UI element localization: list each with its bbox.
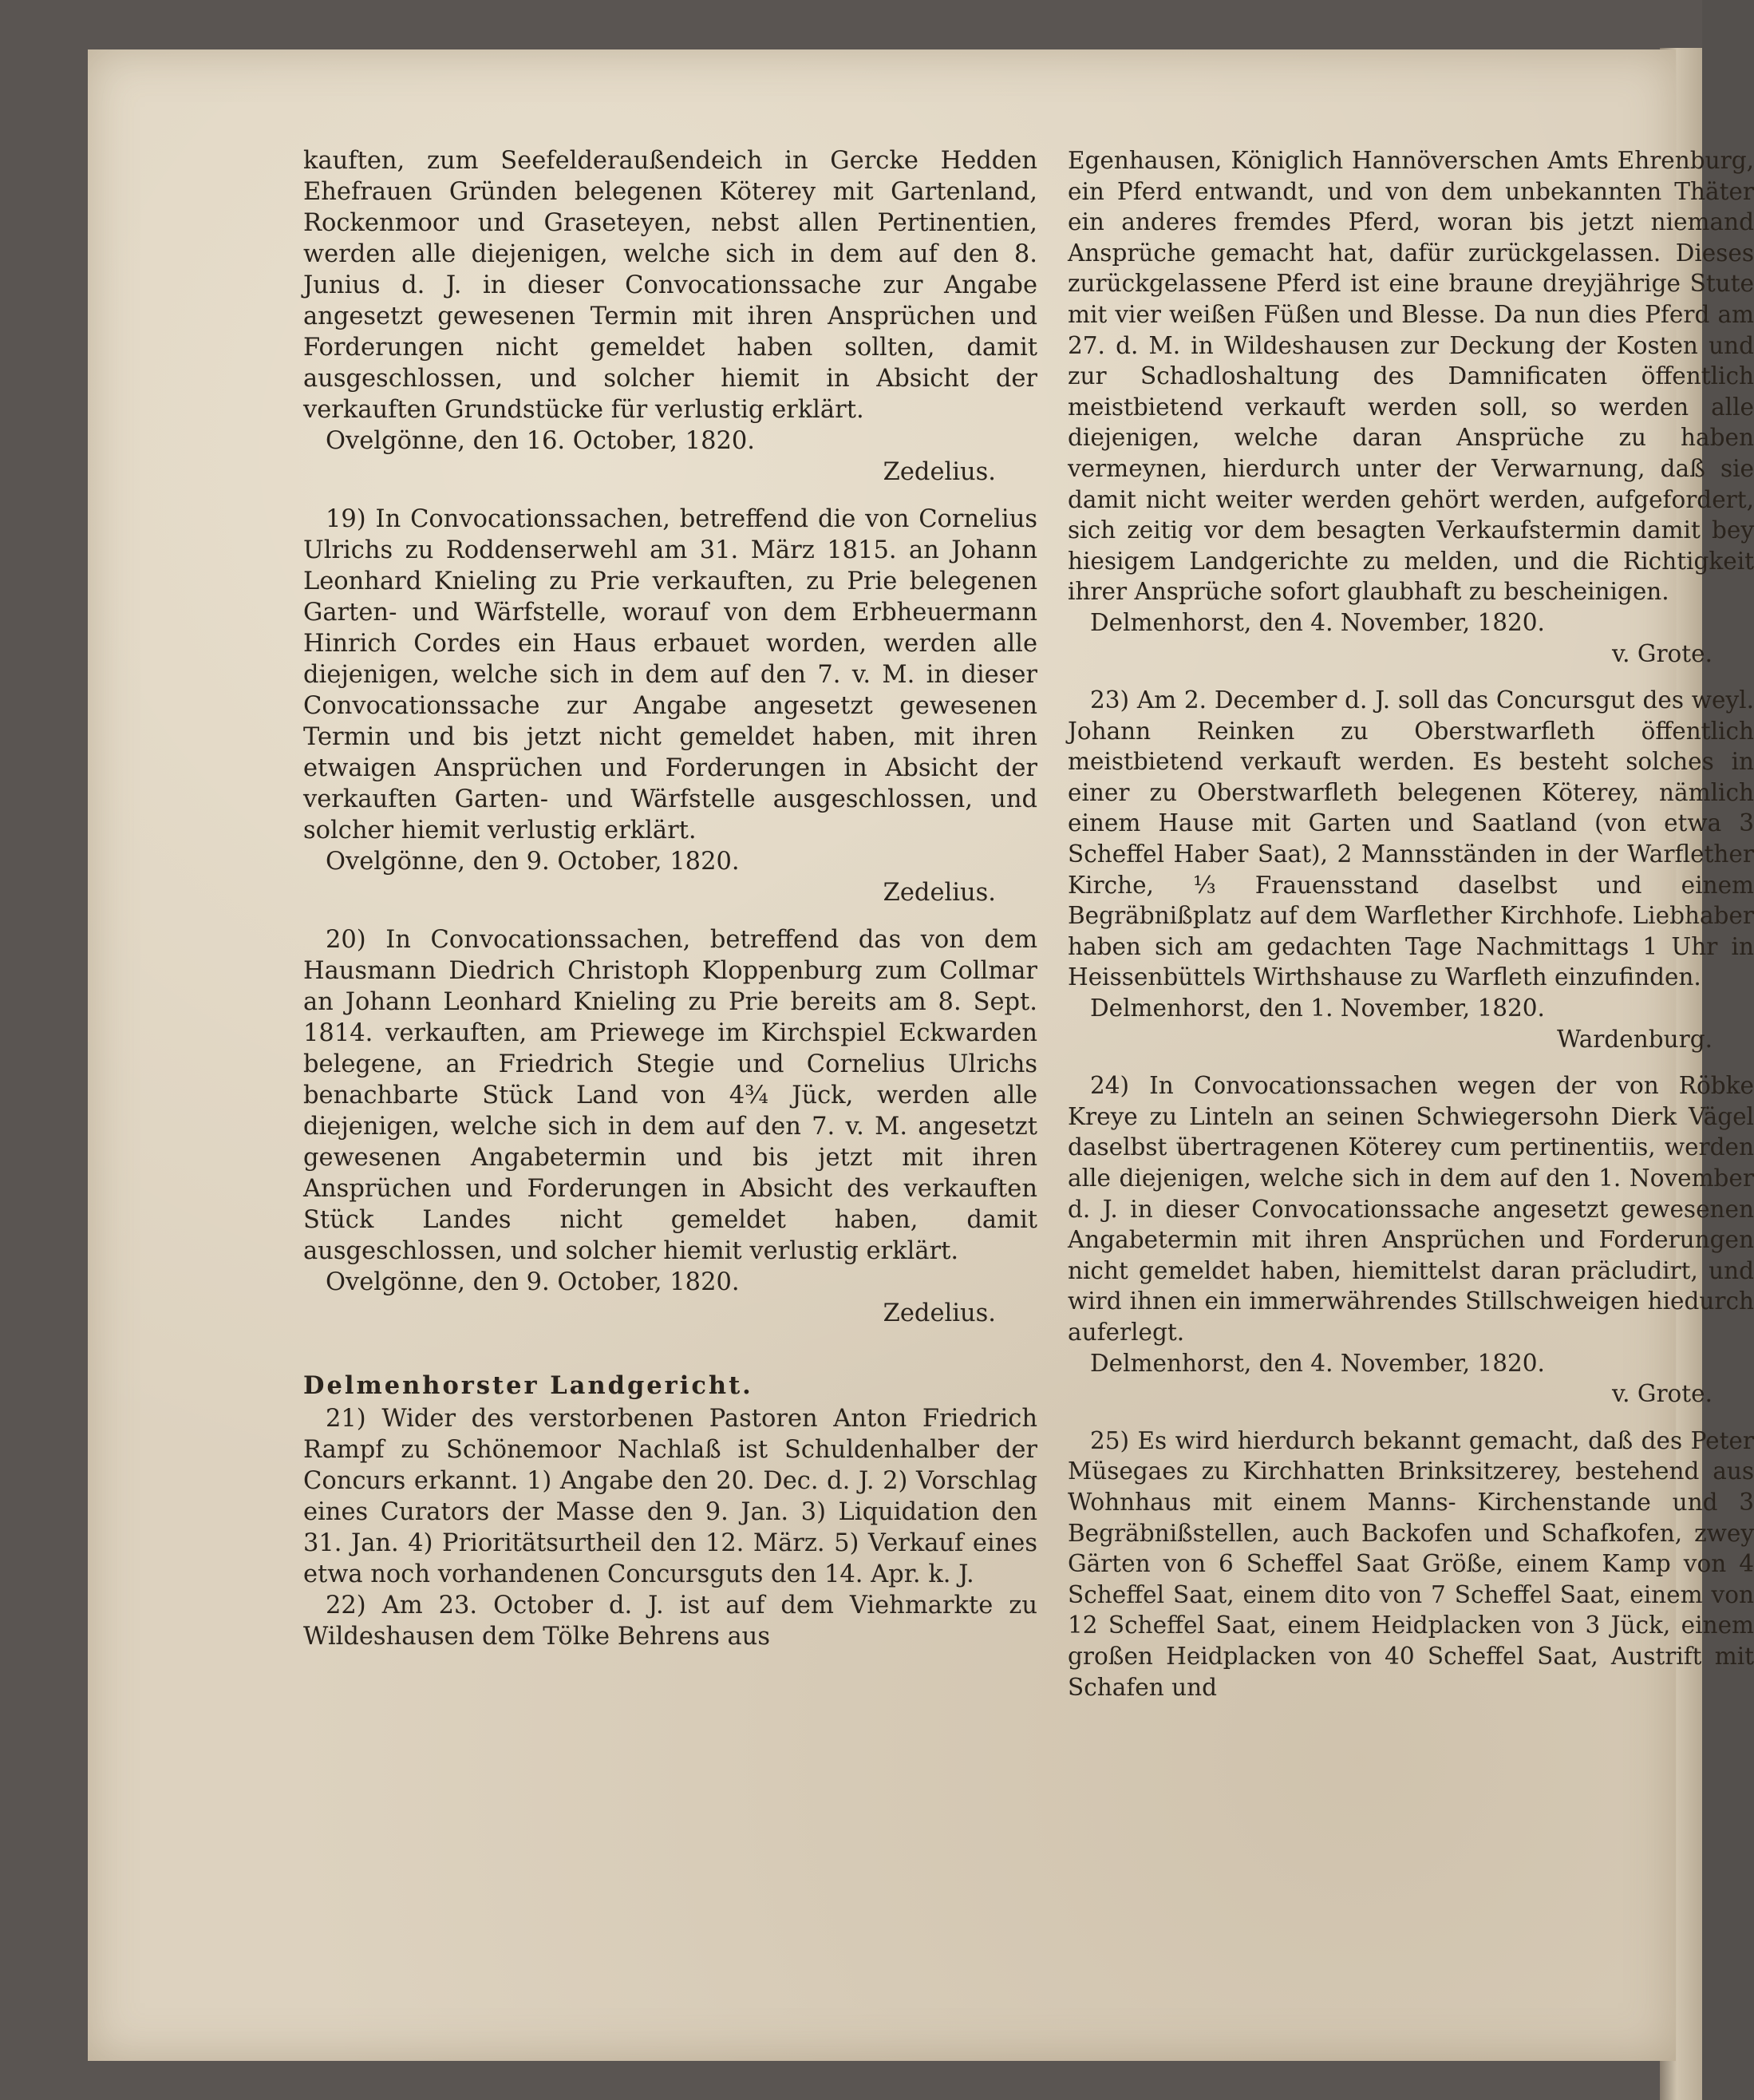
right-column <box>1068 145 1754 1703</box>
signature: Zedelius. <box>883 879 996 907</box>
signature: v. Grote. <box>1611 1380 1713 1408</box>
signature: Zedelius. <box>883 458 996 486</box>
notice-23: 23) Am 2. December d. J. soll das Concursgut des weyl. Johann Reinken zu Oberstwarfleth öffentlich meistbietend verkauft werden. Es besteht solches in einer zu Oberstwarfleth belegenen Köterey, nämlich einem Hause mit Garten und Saatland (von etwa 3 Scheffel Haber Saat), 2 Mannsständen in der Warflether Kirche, ⅓ Frauensstand daselbst und einem Begräbnißplatz auf dem Warflether Kirchhofe. Liebhaber haben sich am gedachten Tage Nachmittags 1 Uhr in Heissenbüttels Wirthshause zu Warfleth einzufinden. <box>1068 686 1754 991</box>
signature: Zedelius. <box>883 1299 996 1327</box>
section-heading: Delmenhorster Landgericht. <box>303 1371 753 1400</box>
newspaper-page <box>88 49 1754 2061</box>
dateline: Ovelgönne, den 9. October, 1820. <box>326 1268 740 1296</box>
left-column <box>303 145 1037 1652</box>
notice-24: 24) In Convocationssachen wegen der von Röbke Kreye zu Linteln an seinen Schwiegersohn Dierk Vägel daselbst übertragenen Köterey cum pertinentiis, werden alle diejenigen, welche sich in dem auf den 1. November d. J. in dieser Convocationssache angesetzt gewesenen Angabetermin mit ihren Ansprüchen und Forderungen nicht gemeldet haben, hiemittelst daran präcludirt, und wird ihnen ein immerwährendes Stillschweigen hiedurch auferlegt. <box>1068 1072 1754 1346</box>
dateline: Delmenhorst, den 4. November, 1820. <box>1090 1349 1545 1377</box>
dateline: Ovelgönne, den 9. October, 1820. <box>326 848 740 876</box>
notice-19: 19) In Convocationssachen, betreffend die von Cornelius Ulrichs zu Roddenserwehl am 31. März 1815. an Johann Leonhard Knieling zu Prie verkauften, zu Prie belegenen Garten- und Wärfstelle, worauf von dem Erbheuermann Hinrich Cordes ein Haus erbauet worden, werden alle diejenigen, welche sich in dem auf den 7. v. M. in dieser Convocationssache zur Angabe angesetzt gewesenen Termin und bis jetzt nicht gemeldet haben, mit ihren etwaigen Ansprüchen und Forderungen in Absicht der verkauften Garten- und Wärfstelle ausgeschlossen, und solcher hiemit verlustig erklärt. <box>303 505 1037 844</box>
dateline: Delmenhorst, den 4. November, 1820. <box>1090 608 1545 636</box>
notice-21: 21) Wider des verstorbenen Pastoren Anton Friedrich Rampf zu Schönemoor Nachlaß ist Schuldenhalber der Concurs erkannt. 1) Angabe den 20. Dec. d. J. 2) Vorschlag eines Curators der Masse den 9. Jan. 3) Liquidation den 31. Jan. 4) Prioritätsurtheil den 12. März. 5) Verkauf eines etwa noch vorhandenen Concursguts den 14. Apr. k. J. <box>303 1405 1037 1588</box>
continuation-text: kauften, zum Seefelderaußendeich in Gercke Hedden Ehefrauen Gründen belegenen Köterey mit Gartenland, Rockenmoor und Graseteyen, nebst allen Pertinentien, werden alle diejenigen, welche sich in dem auf den 8. Junius d. J. in dieser Convocationssache zur Angabe angesetzt gewesenen Termin mit ihren Ansprüchen und Forderungen nicht gemeldet haben sollten, damit ausgeschlossen, und solcher hiemit in Absicht der verkauften Grundstücke für verlustig erklärt. <box>303 147 1037 424</box>
dateline: Delmenhorst, den 1. November, 1820. <box>1090 995 1545 1022</box>
notice-25: 25) Es wird hierdurch bekannt gemacht, daß des Peter Müsegaes zu Kirchhatten Brinksitzerey, bestehend aus Wohnhaus mit einem Manns- Kirchenstande und 3 Begräbnißstellen, auch Backofen und Schafkofen, zwey Gärten von 6 Scheffel Saat Größe, einem Kamp von 4 Scheffel Saat, einem dito von 7 Scheffel Saat, einem von 12 Scheffel Saat, einem Heidplacken von 3 Jück, einem großen Heidplacken von 40 Scheffel Saat, Austrift mit Schafen und <box>1068 1426 1754 1701</box>
notice-20: 20) In Convocationssachen, betreffend das von dem Hausmann Diedrich Christoph Kloppenburg zum Collmar an Johann Leonhard Knieling zu Prie bereits am 8. Sept. 1814. verkauften, am Priewege im Kirchspiel Eckwarden belegene, an Friedrich Stegie und Cornelius Ulrichs benachbarte Stück Land von 4¾ Jück, werden alle diejenigen, welche sich in dem auf den 7. v. M. angesetzt gewesenen Angabetermin und bis jetzt mit ihren Ansprüchen und Forderungen in Absicht des verkauften Stück Landes nicht gemeldet haben, damit ausgeschlossen, und solcher hiemit verlustig erklärt. <box>303 926 1037 1265</box>
dateline: Ovelgönne, den 16. October, 1820. <box>326 427 755 455</box>
notice-22-start: 22) Am 23. October d. J. ist auf dem Viehmarkte zu Wildeshausen dem Tölke Behrens aus <box>303 1592 1037 1651</box>
notice-22-continued: Egenhausen, Königlich Hannöverschen Amts Ehrenburg, ein Pferd entwandt, und von dem unbekannten Thäter ein anderes fremdes Pferd, woran bis jetzt niemand Ansprüche gemacht hat, dafür zurückgelassen. Dieses zurückgelassene Pferd ist eine braune dreyjährige Stute mit vier weißen Füßen und Blesse. Da nun dies Pferd am 27. d. M. in Wildeshausen zur Deckung der Kosten und zur Schadloshaltung des Damnificaten öffentlich meistbietend verkauft werden soll, so werden alle diejenigen, welche daran Ansprüche zu haben vermeynen, hierdurch unter der Verwarnung, daß sie damit nicht weiter werden gehört werden, aufgefordert, sich zeitig vor dem besagten Verkaufstermin damit bey hiesigem Landgerichte zu melden, und die Richtigkeit ihrer Ansprüche sofort glaubhaft zu bescheinigen. <box>1068 147 1754 606</box>
signature: v. Grote. <box>1611 639 1713 667</box>
signature: Wardenburg. <box>1556 1025 1713 1053</box>
